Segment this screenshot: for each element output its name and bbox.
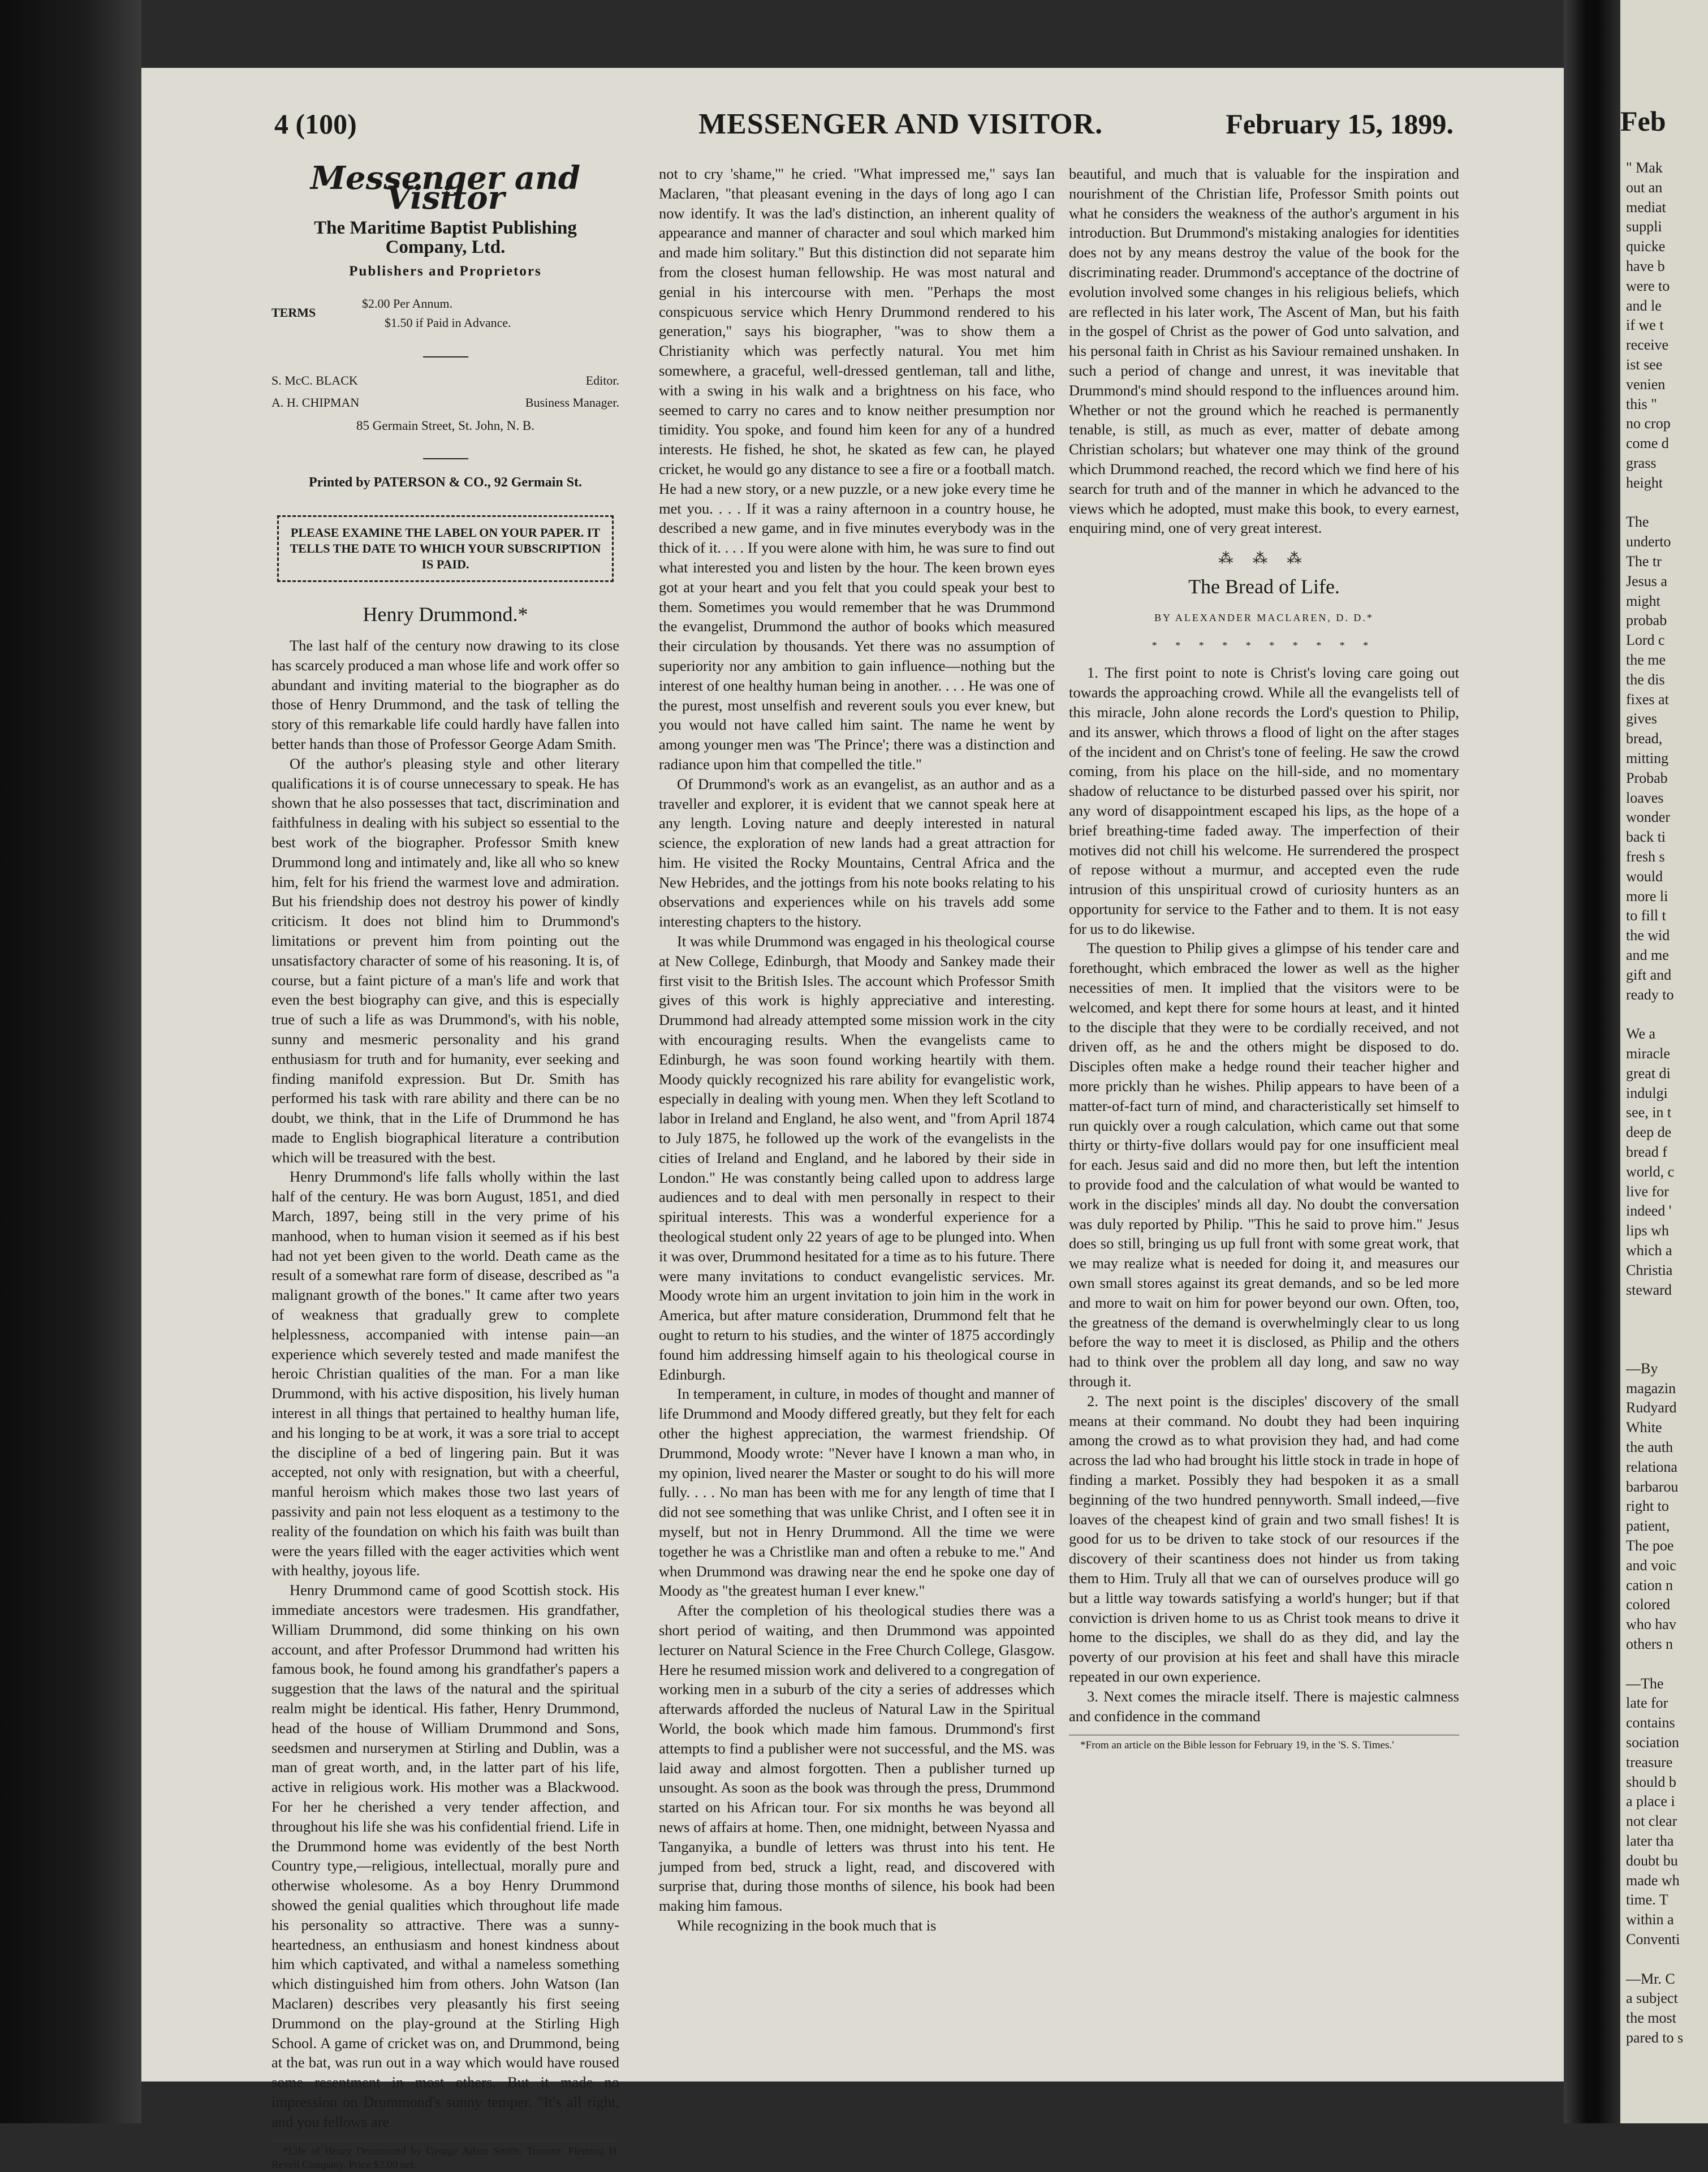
divider [423,458,468,459]
newspaper-page [141,68,1564,2171]
footnote: *Life of Henry Drummond by George Adam Smith; Toronto: Fleming H. Revell Company. Price $2.00 net. [271,2141,619,2172]
facing-page-line: barbarou [1626,1478,1679,1495]
facing-page-line: Rudyard [1626,1399,1677,1416]
facing-page-line: Jesus a [1626,572,1667,589]
facing-page-fragment [1620,0,1708,2123]
masthead-subtitle: Publishers and Proprietors [349,264,542,279]
article-paragraph: It was while Drummond was engaged in his theological course at New College, Edinburgh, that Moody and Sankey made their first visit to the British Isles. The account which Professor Smith gives of this work is highly appreciative and interesting. Drummond had already attempted some mission work in the city with encouraging results. When the evangelists came to Edinburgh, he was soon found working heartily with them. Moody quickly recognized his rare ability for evangelistic work, especially in dealing with young men. When they left Scotland to labor in Ireland and England, he also went, and "from April 1874 to July 1875, he followed up the work of the evangelists in the cities of Ireland and England, and he labored by their side in London." He was constantly being called upon to address large audiences and to deal with men personally in respect to their spiritual interests. This was a wonderful experience for a theological student only 22 years of age to be plunged into. When it was over, Drummond hesitated for a time as to his future. There were many invitations to conduct evangelistic services. Mr. Moody wrote him an urgent invitation to join him in the work in America, but after mature consideration, Drummond felt that he ought to return to his studies, and the winter of 1875 accordingly found him addressing himself again to his theological course in Edinburgh. [659,933,1055,1383]
facing-page-line: have b [1626,258,1665,274]
facing-page-line: cation n [1626,1576,1674,1593]
facing-page-line: " Mak [1626,160,1663,176]
facing-page-line: might [1626,592,1660,609]
facing-page-line: relationa [1626,1458,1677,1475]
facing-page-line: —The [1626,1675,1664,1692]
article-title: The Bread of Life. [1188,575,1340,598]
facing-page-line: treasure [1626,1753,1673,1770]
facing-page-line: the dis [1626,671,1665,688]
article-paragraph: 3. Next comes the miracle itself. There is majestic calmness and confidence in the command [1069,1687,1459,1725]
facing-page-line: doubt bu [1626,1852,1678,1869]
column-2 [659,164,1055,1936]
facing-page-line: a place i [1626,1793,1675,1810]
terms-label: TERMS [271,305,316,320]
terms-annual: $2.00 Per Annum. [362,296,453,311]
facing-page-line: Lord c [1626,632,1665,649]
facing-page-line: lips wh [1626,1222,1669,1239]
facing-page-line: wonder [1626,809,1670,826]
facing-page-line: within a [1626,1911,1674,1928]
facing-page-line: probab [1626,612,1667,629]
facing-page-line: which a [1626,1242,1672,1259]
facing-page-line: patient, [1626,1518,1670,1535]
film-border-left [0,0,141,2123]
column-3 [1069,164,1459,1752]
facing-page-line: underto [1626,533,1671,550]
page-gutter [1564,0,1620,2123]
facing-page-line: live for [1626,1183,1669,1200]
divider [423,356,468,357]
facing-page-line: bread, [1626,730,1663,747]
facing-page-line: loaves [1626,789,1664,806]
terms-advance: $1.50 if Paid in Advance. [385,315,511,330]
subscription-terms [271,294,619,334]
subscription-notice: PLEASE EXAMINE THE LABEL ON YOUR PAPER. IT TELLS THE DATE TO WHICH YOUR SUBSCRIPTION IS PAID. [277,515,614,582]
page-number: 4 (100) [274,108,357,140]
facing-page-line: Christia [1626,1261,1673,1278]
column-1 [271,160,619,2172]
facing-page-line: and le [1626,297,1662,314]
article-paragraph: not to cry 'shame,'" he cried. "What impressed me," says Ian Maclaren, "that pleasant evening in the days of long ago I can now identify. It was the lad's distinction, an inherent quality of appearance and manner of character and soul which marked him and made him solitary." But this distinction did not separate him from the closest human fellowship. He was most natural and genial in his intercourse with men. "Perhaps the most conspicuous service which Henry Drummond rendered to his generation," says his biographer, "was to show them a Christianity which was perfectly natural. You met him somewhere, a graceful, well-dressed gentleman, tall and lithe, with a swing in his walk and a brightness on his face, who seemed to carry no cares and to know neither presumption nor timidity. You spoke, and found him keen for any of a hundred interests. He fished, he shot, he skated as few can, he played cricket, he would go any distance to see a fire or a football match. He had a new story, or a new puzzle, or a new joke every time he met you. . . . If it was a rainy afternoon in a country house, he described a new game, and in five minutes everybody was in the thick of it. . . . If you were alone with him, he was sure to find out what interested you and listen by the hour. The keen brown eyes got at your heart and you felt that you could speak your best to them. Sometimes you would remember that he was Drummond the evangelist, Drummond the author of books which measured their circulation by thousands. Yet there was no assumption of superiority nor any ambition to gain influence—nothing but the interest of one healthy human being in another. . . . He was one of the purest, most unselfish and reverent souls you ever knew, but you would not have called him saint. The name he went by among younger men was 'The Prince'; there was a distinction and radiance upon him that compelled the title." [659,165,1055,773]
facing-page-heading: Feb [1620,105,1666,137]
editor-role: Editor. [585,373,619,387]
facing-page-line: see, in t [1626,1104,1672,1121]
facing-page-line: We a [1626,1025,1656,1042]
facing-page-line: gives [1626,710,1657,727]
editor-name: S. McC. BLACK [271,373,358,387]
facing-page-line: who hav [1626,1616,1676,1633]
facing-page-line: were to [1626,277,1670,294]
facing-page-line: miracle [1626,1045,1670,1062]
facing-page-line: more li [1626,887,1668,904]
facing-page-line: bread f [1626,1144,1667,1160]
facing-page-line: and me [1626,947,1669,963]
facing-page-line: world, c [1626,1163,1675,1180]
facing-page-line: The tr [1626,553,1662,570]
facing-page-line: steward [1626,1281,1672,1298]
facing-page-line: out an [1626,179,1663,196]
article-byline: BY ALEXANDER MACLAREN, D. D.* [1154,611,1374,623]
facing-page-line: suppli [1626,218,1662,235]
section-ornament: ⁂ ⁂ ⁂ [1218,550,1310,567]
facing-page-line: receive [1626,337,1669,354]
article-paragraph: Henry Drummond came of good Scottish stock. His immediate ancestors were tradesmen. His grandfather, William Drummond, did some thinking on his own account, and after Professor Drummond had written his famous book, he found among his grandfather's papers a suggestion that the laws of the natural and the spiritual realm might be identical. His father, Henry Drummond, head of the house of William Drummond and Sons, seedsmen and nurserymen at Stirling and Dublin, was a man of great worth, and, in the latter part of his life, active in religious work. His mother was a Blackwood. For her he cherished a very tender affection, and throughout his life she was his confidential friend. Life in the Drummond home was evidently of the best North Country type,—religious, intellectual, morally pure and otherwise wholesome. As a boy Henry Drummond showed the genial qualities which throughout life made his personality so attractive. There was a sunny-heartedness, an enthusiasm and honest kindness about him which captivated, and withal a nameless something which distinguished him from others. John Watson (Ian Maclaren) describes very pleasantly his first seeing Drummond on the play-ground at the Stirling High School. A game of cricket was on, and Drummond, being at the bat, was run out in a way which would have roused some resentment in most others. But it made no impression on Drummond's sunny temper. "It's all right, and you fellows are [271,1581,619,2130]
facing-page-line: quicke [1626,238,1666,255]
facing-page-line: the auth [1626,1439,1674,1455]
office-address: 85 Germain Street, St. John, N. B. [356,418,534,433]
article-paragraph: Henry Drummond's life falls wholly within the last half of the century. He was born August, 1851, and died March, 1897, being still in the very prime of his manhood, when to human vision it seemed as if his best had not yet been given to the world. Death came as the result of a somewhat rare form of disease, described as "a malignant growth of the bones." It came after two years of weakness that gradually grew to complete helplessness, accompanied with intense pain—an experience which severely tested and made manifest the heroic Christian qualities of the man. For a man like Drummond, with his active disposition, his lively human interest in all things that pertained to healthy human life, and his longing to be at work, it was a sore trial to accept the discipline of a bed of lingering pain. But it was accepted, not only with resignation, but with a cheerful, manful heroism which makes those two last years of passivity and pain not less eloquent as a testimony to the reality of the foundation on which his faith was built than were the years filled with the eager activities which went with healthy, joyous life. [271,1168,619,1579]
printer-line: Printed by PATERSON & CO., 92 Germain St. [308,475,583,490]
facing-page-line: Conventi [1626,1931,1680,1947]
facing-page-line: indulgi [1626,1084,1668,1101]
article-title: Henry Drummond.* [363,603,528,626]
article-paragraph: 1. The first point to note is Christ's loving care going out towards the approaching crowd. While all the evangelists tell of this miracle, John alone records the Lord's question to Philip, and its answer, which throws a flood of light on the after stages of the incident and on Christ's tone of feeling. He saw the crowd coming, from his place on the hill-side, and no momentary shadow of reluctance to be disturbed passed over his spirit, nor any word of disappointment escaped his lips, as the hope of a brief breathing-time faded away. The imperfection of their motives did not chill his welcome. He surrendered the prospect of repose without a murmur, and accepted even the rude intrusion of this unspiritual crowd of curiosity hunters as an opportunity for service to the Father and to them. It is not easy for us to do likewise. [1069,664,1459,937]
facing-page-line: if we t [1626,317,1664,334]
facing-page-line: later tha [1626,1833,1674,1849]
article-paragraph: 2. The next point is the disciples' discovery of the small means at their command. No doubt they had been inquiring among the crowd as to what provision they had, and had come across the lad who had brought his little stock in trade in hope of finding a market. Possibly they had bespoken it as a small beginning of the two hundred pennyworth. Small indeed,—five loaves of the cheapest kind of grain and two small fishes! It is good for us to be driven to take stock of our resources if the discovery of their scantiness does not hinder us from taking them to Him. Truly all that we can of ourselves produce will go but a little way towards satisfying a world's hunger; but if that conviction is driven home to us as Christ took means to drive it home to the disciples, we shall do as they did, and lay the poverty of our provision at his feet and shall have this miracle repeated in our own experience. [1069,1392,1459,1685]
facing-page-line: venien [1626,376,1666,393]
facing-page-line: great di [1626,1065,1671,1081]
facing-page-line: The poe [1626,1537,1674,1554]
facing-page-line: ist see [1626,356,1663,373]
facing-page-line: indeed ' [1626,1203,1672,1219]
byline-stars: * * * * * * * * * * [1151,639,1377,651]
staff-manager [271,393,619,413]
facing-page-line: to fill t [1626,907,1666,924]
facing-page-line: —Mr. C [1626,1970,1675,1987]
facing-page-line: late for [1626,1695,1668,1712]
facing-page-line: gift and [1626,966,1672,983]
article-paragraph: While recognizing in the book much that is [677,1916,937,1934]
facing-page-line: made wh [1626,1872,1680,1889]
facing-page-line: the most [1626,2010,1676,2027]
facing-page-line: not clear [1626,1813,1677,1830]
facing-page-line: The [1626,514,1649,531]
facing-page-line: others n [1626,1636,1674,1652]
article-paragraph: After the completion of his theological studies there was a short period of waiting, and then Drummond was appointed lecturer on Natural Science in the Free Church College, Glasgow. Here he resumed mission work and delivered to a congregation of working men in a suburb of the city a series of addresses which afterwards afforded the nucleus of Natural Law in the Spiritual World, the book which made him famous. Drummond's first attempts to find a publisher were not successful, and the MS. was laid away and almost forgotten. Then a publisher turned up unsought. As soon as the book was through the press, Drummond started on his African tour. For six months he was beyond all news of affairs at home. Then, one midnight, between Nyassa and Tanganyika, a bundle of letters was thrust into his tent. He jumped from bed, struck a light, read, and discovered with surprise that, during those months of silence, his book had been making him famous. [659,1602,1055,1915]
facing-page-line: ready to [1626,986,1674,1003]
manager-role: Business Manager. [525,395,619,410]
facing-page-line: magazin [1626,1380,1676,1397]
facing-page-line: mediat [1626,199,1666,216]
facing-page-line: this " [1626,395,1657,412]
manager-name: A. H. CHIPMAN [271,395,360,410]
facing-page-line: Probab [1626,769,1668,786]
page-header [141,107,1564,158]
facing-page-line: height [1626,474,1663,491]
facing-page-line: mitting [1626,750,1669,766]
facing-page-line: come d [1626,435,1669,452]
facing-page-line: pared to s [1626,2029,1684,2046]
facing-page-line: contains [1626,1714,1675,1731]
facing-page-line: the me [1626,652,1666,668]
facing-page-line: right to [1626,1498,1669,1515]
facing-page-line: and voic [1626,1557,1676,1574]
facing-page-line: grass [1626,455,1657,471]
facing-page-line: time. T [1626,1891,1668,1908]
facing-page-line: fresh s [1626,848,1665,865]
issue-date: February 15, 1899. [1226,108,1453,140]
facing-page-line: —By [1626,1360,1658,1377]
article-paragraph: In temperament, in culture, in modes of thought and manner of life Drummond and Moody differed greatly, but they felt for each other the highest appreciation, the warmest friendship. Of Drummond, Moody wrote: "Never have I known a man who, in my opinion, lived nearer the Master or sought to do his will more fully. . . . No man has been with me for any length of time that I did not see something that was unlike Christ, and I often see it in myself, but not in Henry Drummond. All the time we were together he was a Christlike man and often a rebuke to me." And when Drummond was drawing near the end he spoke one day of Moody as "the greatest human I ever knew." [659,1385,1055,1600]
facing-page-line: White [1626,1419,1662,1436]
paper-title: MESSENGER AND VISITOR. [698,108,1103,140]
facing-page-line: the wid [1626,927,1670,944]
facing-page-line: sociation [1626,1734,1679,1751]
facing-page-line: fixes at [1626,691,1669,708]
article-paragraph: The question to Philip gives a glimpse of his tender care and forethought, which embraced the lower as well as the higher necessities of men. It implied that the visitors were to be welcomed, and kept there for some hours at least, and it hinted to the disciple that they were to be cordially received, and not driven off, as he and the others might be disposed to do. Disciples often make a hedge round their teacher higher and more prickly than he wishes. Philip appears to have been of a matter-of-fact turn of mind, and characteristically set himself to run quickly over a rough calculation, which came out that some thirty or thirty-five dollars would pay for one insufficient meal for each. Jesus said and did no more then, but left the intention to provide food and the calculation of what would be wanted to work in the disciples' minds all day. No doubt the conversation was duly reported by Philip. "This he said to prove him." Jesus does so still, bringing us up full front with some great work, that we may realize what is needed for doing it, and measures our own small stores against its great demands, and so be led more and more to wait on him for power beyond our own. Often, too, the greatness of the demand is overwhelmingly clear to us long before the way to meet it is disclosed, as Philip and the others had to think over the problem all day long, and saw no way through it. [1069,940,1459,1390]
article-paragraph: The last half of the century now drawing to its close has scarcely produced a man whose life and work offer so abundant and inviting material to the biographer as do those of Henry Drummond, and the task of telling the story of this remarkable life could hardly have fallen into better hands than those of Professor George Adam Smith. [271,636,619,752]
facing-page-line: no crop [1626,415,1671,432]
article-paragraph: Of the author's pleasing style and other literary qualifications it is of course unnecessary to speak. He has shown that he also possesses that tact, discrimination and faithfulness in dealing with his subject so essential to the best work of the biographer. Professor Smith knew Drummond long and intimately and, like all who so knew him, felt for his friend the warmest love and admiration. But his friendship does not destroy his power of kindly criticism. It does not blind him to Drummond's limitations or prevent him from pointing out the unsatisfactory character of some of his reasoning. It is, of course, but a faint picture of a man's life and work that even the best biography can give, and this is especially true of such a life as was Drummond's, with his noble, sunny and mesmeric personality and his grand enthusiasm for truth and for humanity, ever seeking and finding manifold expression. But Dr. Smith has performed his task with rare ability and there can be no doubt, we think, that in the Life of Drummond he has made to English biographical literature a contribution which will be treasured with the best. [271,755,619,1166]
facing-page-line: back ti [1626,829,1666,846]
facing-page-line: deep de [1626,1124,1672,1141]
footnote: *From an article on the Bible lesson for February 19, in the 'S. S. Times.' [1069,1735,1459,1752]
facing-page-line: colored [1626,1596,1670,1613]
facing-page-line: a subject [1626,1990,1678,2007]
article-paragraph: beautiful, and much that is valuable for the inspiration and nourishment of the Christian life, Professor Smith points out what he considers the weakness of the author's argument in his introduction. But Drummond's mistaking analogies for identities does not by any means destroy the value of the book for the discriminating reader. Drummond's acceptance of the doctrine of evolution involved some changes in his religious beliefs, which are reflected in his later work, The Ascent of Man, but his faith in the gospel of Christ as the power of God unto salvation, and his personal faith in Christ as his Saviour remained unshaken. In such a period of change and unrest, it was inevitable that Drummond's mind should respond to the influences around him. Whether or not the ground which he reached is permanently tenable, is still, as much as ever, matter of debate among Christian scholars; but whatever one may think of the ground which Drummond reached, the record which we find here of his search for truth and of the manner in which he advanced to the views which he adopted, must make this book, to every earnest, enquiring mind, one of very great interest. [1069,165,1459,537]
masthead-company: The Maritime Baptist Publishing Company, Ltd. [314,217,577,258]
article-paragraph: Of Drummond's work as an evangelist, as an author and as a traveller and explorer, it is evident that we cannot speak here at any length. Loving nature and deeply interested in natural science, the exploration of new lands had a great attraction for him. He visited the Rocky Mountains, Central Africa and the New Hebrides, and the jottings from his note books relating to his observations and experiences while on his travels add some interesting chapters to the history. [659,775,1055,930]
masthead-title: Messenger and Visitor [310,160,580,217]
facing-page-line: should b [1626,1773,1676,1790]
facing-page-line: would [1626,868,1663,885]
staff-editor [271,371,619,391]
